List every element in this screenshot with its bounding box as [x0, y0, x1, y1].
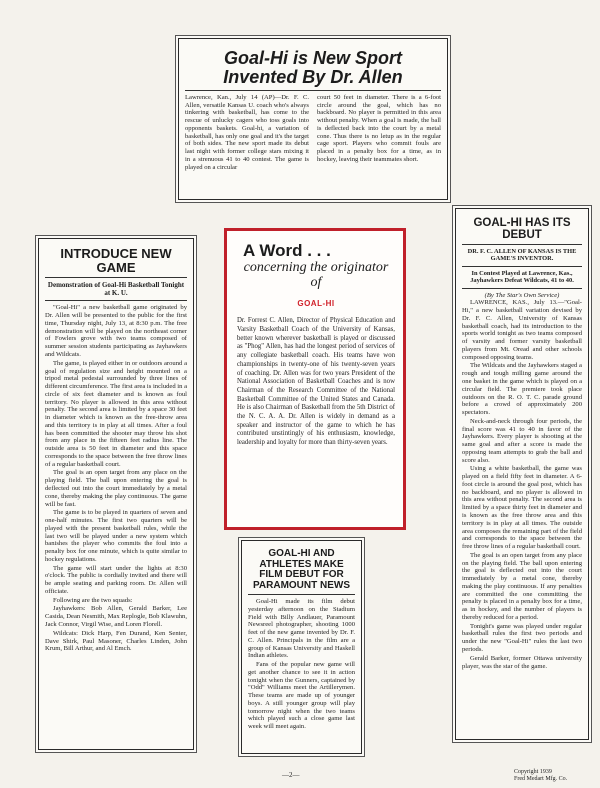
paragraph: The goal is an open target from any place on the playing field. The ball upon entering the goal is deflected out into the court immediately by a metal cone, thereby making the play continuous. The game will be fast. — [45, 469, 187, 508]
headline-new-sport: Goal-Hi is New Sport Invented By Dr. Allen — [223, 48, 403, 87]
paragraph: The Wildcats and the Jayhawkers staged a rough and tough milling game around the one basket in the game which is played on a circular field. The premiere took place outdoors on the R. O. T. C. parade ground before a crowd of approximately 200 spectators. — [462, 362, 582, 417]
paragraph: Goal-Hi made its film debut yesterday afternoon on the Stadium Field with Billy Andlauer, Paramount Newsreel photographer, shooting 1000 feet of the new game invented by Dr. F. C. Allen. Principals in the film are a group of Kansas University and Haskell Indian athletes. — [248, 598, 355, 660]
logo-text: GOAL-HI — [297, 299, 335, 309]
headline-film-debut: GOAL-HI AND ATHLETES MAKE FILM DEBUT FOR PARAMOUNT NEWS — [252, 548, 351, 591]
box-body: Dr. Forrest C. Allen, Director of Physical Education and Varsity Basketball Coach of the University of Kansas, better known wherever basketball is played or discussed as "Phog" Allen, has had the longest period of services of any collegiate basketball coach. His teams have won championships in twenty-one of his twenty-seven years of coaching. Dr. Allen was for two years President of the National Association of Basketball Coaches and is now Chairman of the Research Committee of the National Basketball Committee of the United States and Canada. He is also Chairman of Basketball from the 5th District of the N. C. A. A. Dr. Allen is widely in demand as a speaker and instructor of the game to which he has contributed unstintingly of his enthusiasm, knowledge, leadership and loyalty for more than thirty-seven years. — [237, 317, 395, 446]
copyright-company: Fred Medart Mfg. Co. — [514, 776, 568, 783]
paragraph: Jayhawkers: Bob Allen, Gerald Barker, Lee Casida, Dean Nesmith, Max Replogle, Bob Klawuhn, Jack Connor, Virgil Wise, and Loren Florell. — [45, 605, 187, 628]
box-subtitle: concerning the originator of — [243, 260, 389, 290]
paragraph: Gerald Barker, former Ottawa university player, was the star of the game. — [462, 654, 582, 670]
box-title: A Word . . . — [243, 241, 331, 260]
subheadline: Demonstration of Goal-Hi Basketball Tonight at K. U. — [47, 281, 185, 298]
paragraph: The goal is an open target from any place on the playing field. The ball upon entering the goal is deflected out into the court immediately by a metal cone, thereby making the play continuous. If any penalties are committed the one committing the penalty is placed in a penalty box for a time, as in hockey, and the number of players is thereby reduced for a period. — [462, 551, 582, 621]
page-number: —2— — [282, 771, 300, 779]
article-column-1: Lawrence, Kan., July 14 (AP)—Dr. F. C. Allen, versatile Kansas U. coach who's always tinkering with basketball, has come to the rescue of unlucky cagers who toss goals into opponents baskets. Goal-hi, a variation of basketball, has only one goal and it's the target of both sides. The new sport made its debut last night with former college stars mixing it in a strenuous 41 to 40 contest. The game is played on a circular — [185, 93, 309, 171]
paragraph: The game will start under the lights at 8:30 o'clock. The public is cordially invited and there will be ample seating and parking room. Dr. Allen will officiate. — [45, 564, 187, 595]
divider — [462, 266, 582, 267]
paragraph: LAWRENCE, KAS., July 13.—"Goal-Hi," a new basketball variation devised by Dr. F. C. Allen, University of Kansas basketball coach, had its introduction to the sports world tonight as two teams composed of varsity and former varsity basketball players from Mt. Oread and other schools composed opposing teams. — [462, 299, 582, 361]
article-body — [462, 299, 582, 670]
divider — [248, 594, 355, 595]
paragraph: Following are the two squads: — [53, 596, 133, 604]
copyright — [514, 769, 567, 783]
headline-debut: GOAL-HI HAS ITS DEBUT — [473, 217, 571, 242]
subheadline-inventor: DR. F. C. ALLEN OF KANSAS IS THE GAME'S INVENTOR. — [467, 248, 577, 263]
clipping-introduce-new-game — [38, 238, 194, 750]
clipping-new-sport — [178, 38, 448, 200]
paragraph: Wildcats: Dick Harp, Fen Durand, Ken Senter, Dave Shirk, Paul Masoner, Charles Linden, John Krum, Bill Arthur, and Al Emch. — [45, 629, 187, 653]
divider — [462, 288, 582, 289]
divider — [462, 244, 582, 245]
paragraph: Fans of the popular new game will get another chance to see it in action tonight when the Gunners, captained by "Odd" Williams meet the Artillerymen. These teams are made up of younger boys. A still younger group will play tomorrow night when the two teams which played such a close game last week will meet again. — [248, 661, 355, 731]
paragraph: Tonight's game was played under regular basketball rules the first two periods and under the new "Goal-Hi" rules the last two periods. — [462, 622, 582, 654]
clipping-film-debut — [241, 540, 362, 754]
paragraph: The game is to be played in quarters of seven and one-half minutes. The first two quarters will be played with the present basketball rules, while the last two will be played under a new system which banishes the player who commits the foul into a penalty box for one minute, which is quite similar to hockey regulations. — [45, 509, 187, 563]
paragraph: Neck-and-neck through four periods, the final score was 41 to 40 in favor of the Jayhawkers. Every player is shooting at the same goal and after a score is made the opposing team attempts to grab the ball and score also. — [462, 417, 582, 464]
subheadline-contest: In Contest Played at Lawrence, Kas., Jayhawkers Defeat Wildcats, 41 to 40. — [470, 269, 574, 285]
paragraph: The game, is played either in or outdoors around a goal of regulation size and height mounted on a tripod metal pedestal surrounded by three lines of different circumference. The first area is included in a circle of six feet diameter and is known as foul territory. No player is allowed in this area without penalty. The second area is limited by a space 30 feet in diameter which is known as the free-throw area and this territory is in play at all times. After a foul has been committed the shooter may throw his shot from any place in the fifteen feet radius line. The outside area is 50 feet in diameter and this space corresponds to the space between the free throw lines of a regular basketball court. — [45, 359, 187, 468]
byline: (By The Star's Own Service) — [484, 291, 560, 299]
article-body — [45, 304, 187, 653]
article-columns — [185, 94, 441, 172]
divider — [45, 300, 187, 301]
article-column-2: court 50 feet in diameter. There is a 6-foot circle around the goal, which has no backboard. No player is permitted in this area without penalty. When a goal is made, the ball is deflected back into the court by a metal cone. Thus there is no letup as in the regular cage sport. Players who commit fouls are placed in a penalty box for a time, as in hockey, leaving their teammates short. — [317, 93, 441, 163]
originator-box — [224, 228, 406, 530]
article-body — [248, 598, 355, 731]
copyright-year: Copyright 1939 — [514, 769, 552, 775]
paragraph: "Goal-Hi" a new basketball game originated by Dr. Allen will be presented to the public for the first time, Thursday night, July 13, at 8:30 p.m. The free demonstration will be played on the northeast corner of Fowlers grove with two teams composed of summer session students participating as Jayhawkers and Wildcats. — [45, 304, 187, 358]
divider — [185, 90, 441, 91]
goal-hi-logo — [237, 293, 395, 311]
divider — [45, 277, 187, 278]
paragraph: Using a white basketball, the game was played on a field fifty feet in diameter. A 6-foot circle is around the goal post, which has no backboard, and no player is allowed in this area without penalty. The second area is limited by a space thirty feet in diameter and is known as the free throw area and this territory is in play at all times. The outside area composes the remaining part of the field and corresponds to the space between the free throw lines of a regular basketball court. — [462, 465, 582, 551]
clipping-debut — [455, 208, 589, 740]
headline-introduce-new-game: INTRODUCE NEW GAME — [60, 246, 172, 275]
